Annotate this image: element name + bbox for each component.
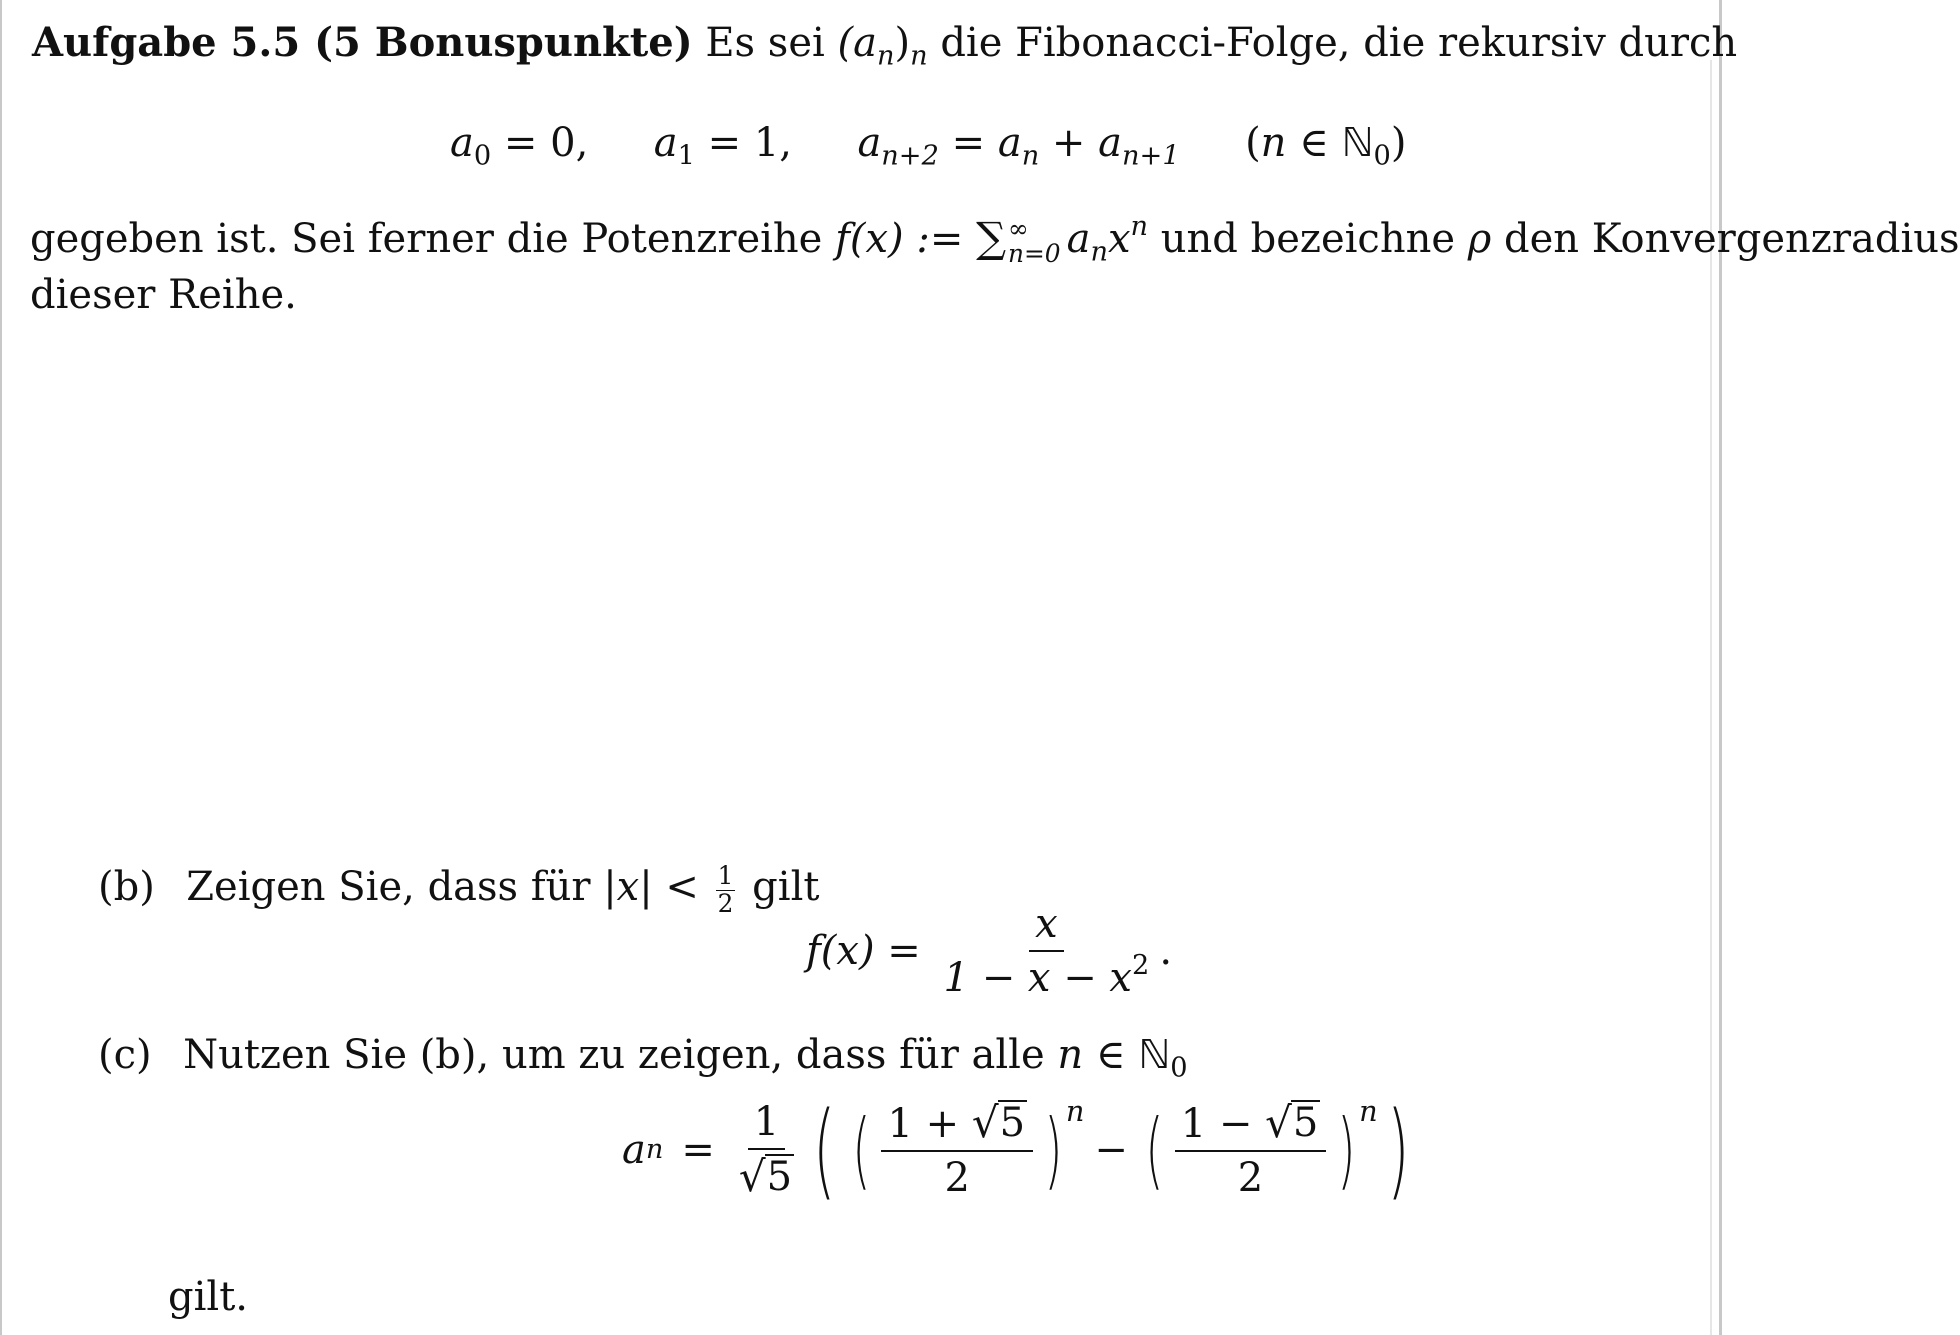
- sequence-close: ): [894, 20, 911, 66]
- sequence-open: (a: [837, 20, 877, 66]
- task-heading-line: Aufgabe 5.5 (5 Bonuspunkte) Es sei $(a_n)_n$ die Fibonacci-Folge, die rekursiv durch: [32, 19, 1738, 72]
- part-b-equation: f(x) = $\frac{x}{1 - x - x^2}$ .: [806, 901, 1173, 1001]
- page-right-border: [1719, 0, 1722, 1335]
- task-intro: Es sei: [705, 20, 825, 66]
- part-c-equation: a n = 1 √ 5 ( ( 1 + √ 5 2 ) n − ( 1 − √ 5 2 ) n ): [622, 1089, 1410, 1211]
- paragraph-line-2: dieser Reihe.: [30, 272, 297, 318]
- part-b-intro: (b) Zeigen Sie, dass für |x| < $\frac{1}{2}$ gilt: [98, 861, 820, 918]
- recursion-equation: $a_0 = 0$, $a_1 = 1$, $a_{n+2} = a_n + a_{n+1}$ (n ∈ ℕ$_0$): [450, 120, 1407, 172]
- part-c-label: (c): [98, 1032, 152, 1078]
- part-b-label: (b): [98, 864, 155, 910]
- page-left-border: [0, 0, 2, 1335]
- part-c-intro: (c) Nutzen Sie (b), um zu zeigen, dass für alle n ∈ ℕ$_0$: [98, 1032, 1188, 1084]
- task-intro-rest: die Fibonacci-Folge, die rekursiv durch: [940, 20, 1738, 66]
- paragraph-line-1: gegeben ist. Sei ferner die Potenzreihe f(x) := ∑ ∞ n=0 $a_nx^n$ und bezeichne ρ den Konvergenzradius: [30, 211, 1960, 268]
- part-c-closing: gilt.: [168, 1274, 248, 1320]
- task-heading: Aufgabe 5.5 (5 Bonuspunkte): [32, 19, 693, 66]
